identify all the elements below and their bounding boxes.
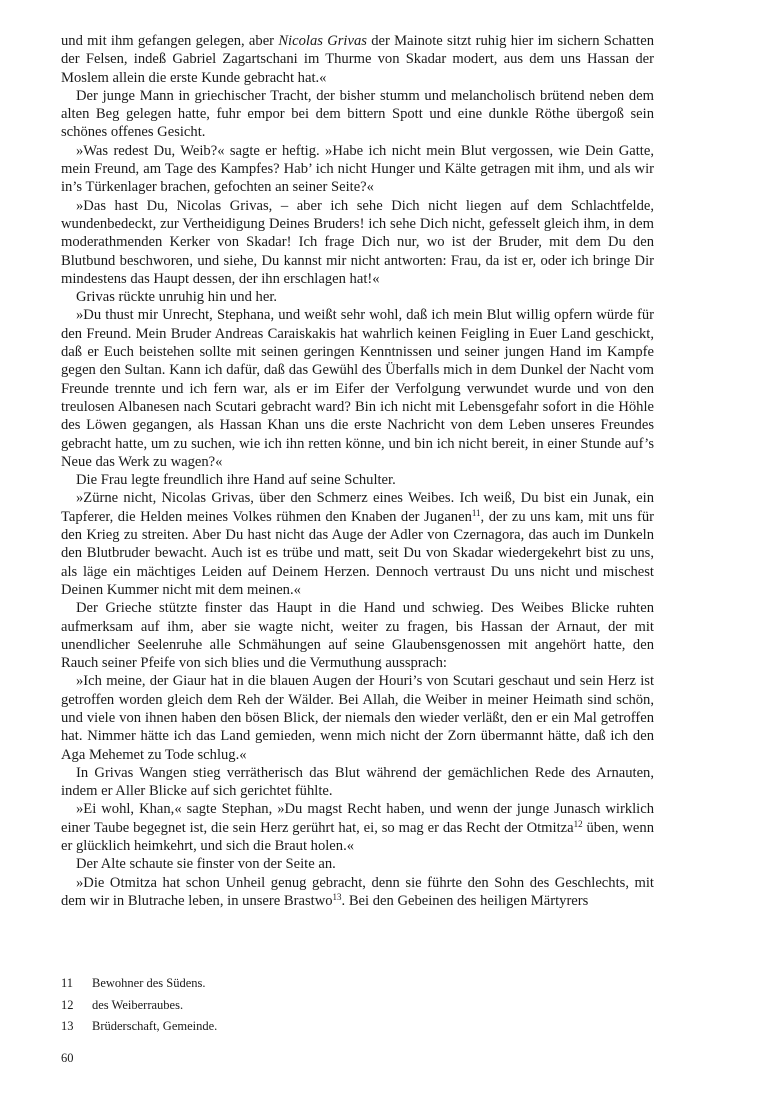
footnote-text: des Weiberraubes. <box>92 997 184 1012</box>
body-text <box>61 32 654 910</box>
text-run: . Bei den Gebeinen des heiligen Märtyrers <box>341 892 589 909</box>
footnote-number: 12 <box>61 997 74 1012</box>
paragraph <box>61 32 654 87</box>
footnote-13 <box>61 1016 217 1038</box>
paragraph <box>61 764 654 801</box>
paragraph <box>61 800 654 855</box>
page-body <box>61 32 654 910</box>
paragraph <box>61 855 654 873</box>
footnote-ref: 11 <box>471 507 481 518</box>
footnote-ref: 12 <box>573 818 583 829</box>
paragraph <box>61 197 654 288</box>
paragraph <box>61 142 654 197</box>
paragraph <box>61 87 654 142</box>
footnotes <box>61 973 217 1038</box>
footnote-ref: 13 <box>332 891 342 902</box>
text-run: »Ich meine, der Giaur hat in die blauen Augen der Houri’s von Scutari geschaut und sein Herz ist getroffen worden gleich dem Reh der Wälder. Bei Allah, die Weiber in meiner Heimath sind schön, und viele von ihnen haben den bösen Blick, der niemals den wieder verläßt, den er ein Mal getroffen hat. Nimmer hätte ich das Land gemieden, wenn mich nicht der Zorn übermannt hätte, daß ich den Aga Mehemet zu Tode schlug.« <box>61 673 654 763</box>
text-run: »Das hast Du, Nicolas Grivas, – aber ich sehe Dich nicht liegen auf dem Schlachtfelde, wundenbedeckt, zur Vertheidigung Deines Bruders! ich sehe Dich nicht, gefesselt gleich ihm, in dem moderathmenden Kerker von Skadar! Ich frage Dich nur, wo ist der Bruder, mit dem Du den Blutbund beschworen, und siehe, Du kannst mir nicht antworten: Frau, da ist er, oder ich bringe Dir mindestens das Haupt dessen, der ihn erschlagen hat!« <box>61 197 654 287</box>
text-run: Grivas rückte unruhig hin und her. <box>76 289 278 306</box>
paragraph <box>61 288 654 306</box>
paragraph <box>61 874 654 911</box>
footnote-number: 11 <box>61 976 74 990</box>
text-run: »Ei wohl, Khan,« sagte Stephan, »Du magst Recht haben, und wenn der junge Junasch wirklich einer Taube begegnet ist, die sein Herz gerührt hat, ei, so mag er das Recht der Otmitza <box>61 801 654 836</box>
text-run: Der Grieche stützte finster das Haupt in die Hand und schwieg. Des Weibes Blicke ruhten aufmerksam auf ihm, aber sie wagte nicht, weiter zu fragen, bis Hassan der Arnaut, der mit unendlicher Seelenruhe alle Schmähungen auf seine Glaubensgenossen mit angehört hatte, den Rauch seiner Pfeife von sich blies und die Vermuthung aussprach: <box>61 600 654 672</box>
paragraph <box>61 599 654 672</box>
footnote-text: Brüderschaft, Gemeinde. <box>92 1019 218 1033</box>
text-run: »Du thust mir Unrecht, Stephana, und weißt sehr wohl, daß ich mein Blut willig opfern würde für den Freund. Mein Bruder Andreas Caraiskakis hat wahrlich keinen Feigling in Euer Land geschickt, daß er Euch beistehen sollte mit seinen geringen Kenntnissen und seiner jungen Hand im Kampfe gegen den Sultan. Kann ich dafür, daß das Gewühl des Überfalls mich in dem Dunkel der Nacht vom Freunde trennte und ich fern war, als er im Eifer der Verfolgung verwundet wurde und von den treulosen Albanesen nach Scutari gebracht ward? Bin ich nicht mit Lebensgefahr sofort in die Höhle des Löwen gegangen, als Hassan Khan uns die erste Nachricht von dem Leben unseres Freundes gebracht hatte, um zu suchen, wie ich ihn retten könne, und bin ich nicht bereit, in einer Stunde auf’s Neue das Werk zu wagen?« <box>61 307 654 470</box>
text-run: »Zürne nicht, Nicolas Grivas, über den Schmerz eines Weibes. Ich weiß, Du bist ein Junak, ein Tapferer, die Helden meines Volkes rühmen den Knaben der Juganen <box>61 490 654 525</box>
paragraph <box>61 306 654 471</box>
text-run: und mit ihm gefangen gelegen, aber <box>61 33 279 49</box>
page-number: 60 <box>61 1051 74 1065</box>
text-run: der Mainote sitzt ruhig hier im sichern Schatten der Felsen, indeß Gabriel Zagartschani im Thurme von Skadar modert, aus dem uns Hassan der Moslem allein die erste Kunde gebracht hat.« <box>61 33 655 86</box>
paragraph <box>61 672 654 763</box>
text-run: Die Frau legte freundlich ihre Hand auf seine Schulter. <box>76 472 396 489</box>
text-run: Der junge Mann in griechischer Tracht, der bisher stumm und melancholisch brütend neben dem alten Beg gelegen hatte, fuhr empor bei dem bittern Spott und eine dunkle Röthe übergoß sein schönes offenes Gesicht. <box>61 87 654 141</box>
text-run: »Die Otmitza hat schon Unheil genug gebracht, denn sie führte den Sohn des Geschlechts, mit dem wir in Blutrache leben, in unsere Brastwo <box>61 874 654 909</box>
text-run: , der zu uns kam, mit uns für den Krieg zu streiten. Aber Du hast nicht das Auge der Adler von Czernagora, das auch im Dunkeln den Blutbruder bewacht. Auch ist es trübe und matt, seit Du von Skadar wiedergekehrt bist zu uns, als läge ein mächtiges Leiden auf Deinem Herzen. Dennoch vertraust Du uns nicht und mischest Deinen Kummer nicht mit dem meinen.« <box>61 508 654 598</box>
text-run: In Grivas Wangen stieg verrätherisch das Blut während der gemächlichen Rede des Arnauten, indem er Aller Blicke auf sich gerichtet fühlte. <box>61 764 654 800</box>
text-run: üben, wenn er glücklich heimkehrt, und sich die Braut holen.« <box>61 819 654 855</box>
footnote-text: Bewohner des Südens. <box>92 976 206 990</box>
footnote-number: 13 <box>61 1019 74 1033</box>
text-run: Der Alte schaute sie finster von der Seite an. <box>76 856 336 873</box>
emphasis: Nicolas Grivas <box>278 33 367 49</box>
paragraph <box>61 471 654 489</box>
paragraph <box>61 489 654 599</box>
footnote-11 <box>61 973 217 995</box>
text-run: »Was redest Du, Weib?« sagte er heftig. »Habe ich nicht mein Blut vergossen, wie Dein Gatte, mein Freund, am Tage des Kampfes? Hab’ ich nicht Hunger und Kälte getragen mit ihm, und als wir in’s Türkenlager brachen, gefochten an seiner Seite?« <box>61 142 654 196</box>
footnote-12 <box>61 995 217 1017</box>
